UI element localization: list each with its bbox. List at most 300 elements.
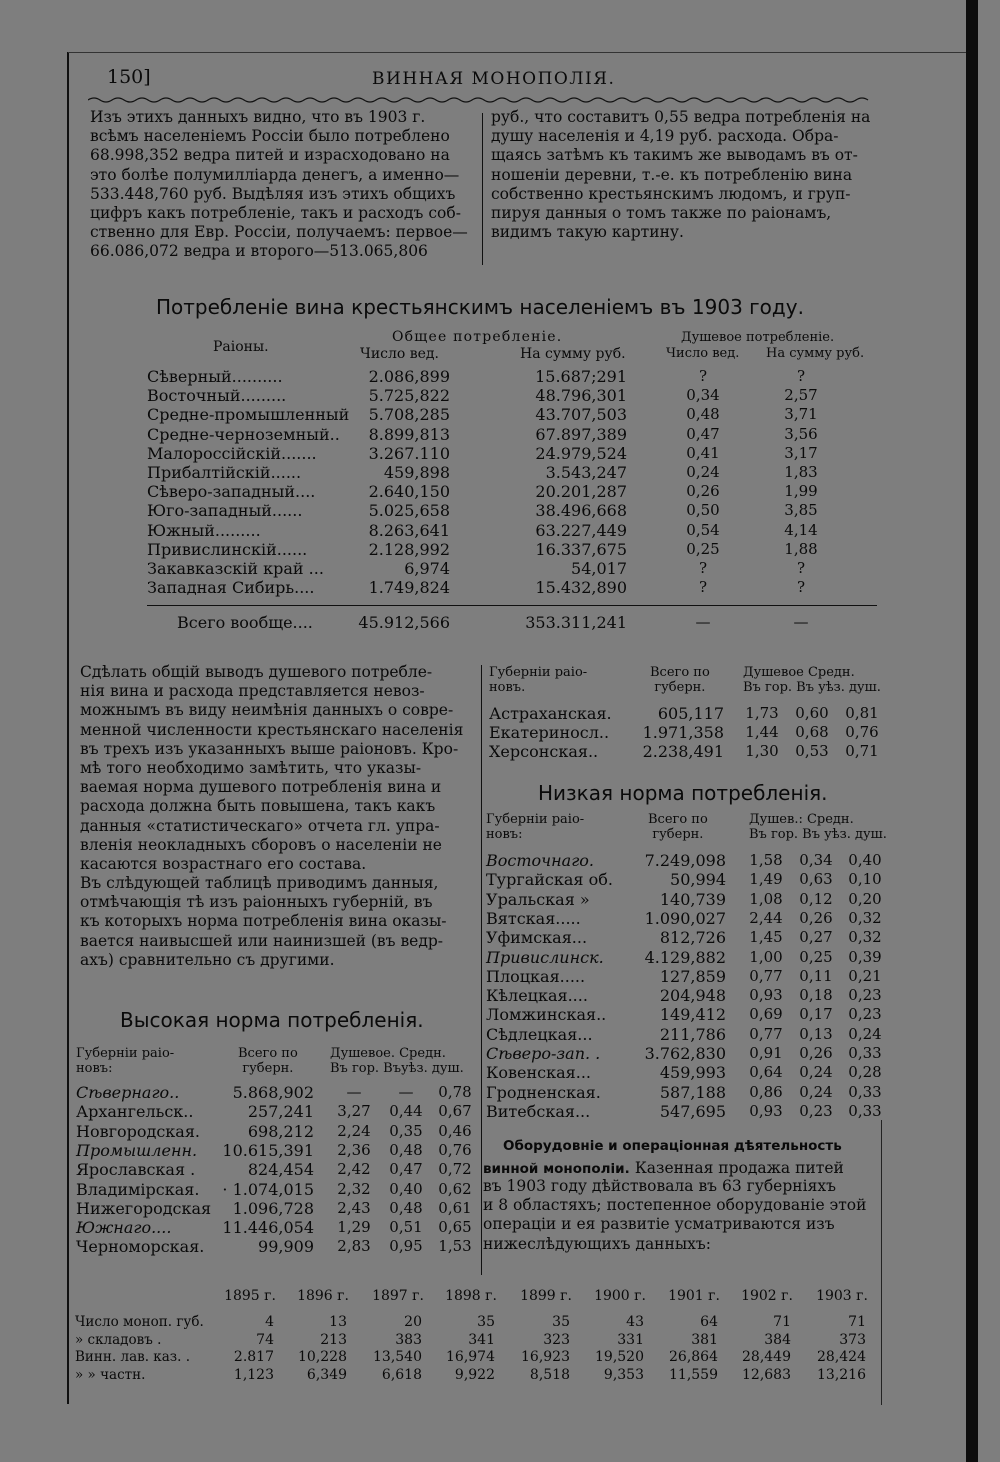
gubernia-name: Ковенская... bbox=[486, 1063, 592, 1083]
intro-right-line: видимъ такую картину. bbox=[491, 223, 684, 242]
right_top-header-total bbox=[650, 665, 710, 695]
low-header-name-line: новъ: bbox=[486, 827, 523, 842]
years-cell: 20 bbox=[404, 1314, 422, 1330]
pc-uezd: 0,26 bbox=[799, 1044, 833, 1062]
low-row bbox=[0, 890, 1000, 909]
total-vedra: 2.640,150 bbox=[368, 482, 450, 502]
gubernia-total: 1.090,027 bbox=[644, 908, 726, 928]
table1-row bbox=[0, 444, 1000, 463]
table1-row bbox=[0, 559, 1000, 578]
pc-uezd: 0,25 bbox=[799, 947, 833, 966]
total-rub: 63.227,449 bbox=[535, 520, 627, 540]
para2-line: нія вина и расхода представляется невоз- bbox=[80, 682, 425, 701]
pc-vedra: ? bbox=[698, 578, 708, 597]
equipment-line: въ 1903 году дѣйствовала въ 63 губерніяхъ bbox=[483, 1177, 836, 1195]
year-header: 1898 г. bbox=[445, 1288, 497, 1304]
years-cell: 26,864 bbox=[669, 1349, 718, 1365]
total-rub: 67.897,389 bbox=[535, 424, 627, 444]
gubernia-name: Южнаго.... bbox=[76, 1218, 172, 1238]
high-header-total-line: губерн. bbox=[242, 1061, 294, 1076]
right_top-header-name-line: Губерніи раіо- bbox=[489, 665, 588, 680]
region-name: Закавказскій край ... bbox=[147, 559, 324, 578]
pc-avg: 0,61 bbox=[438, 1198, 472, 1217]
gubernia-total: 50,994 bbox=[670, 870, 726, 890]
low-header-name-line: Губерніи раіо- bbox=[486, 812, 585, 827]
pc-avg: 0,23 bbox=[848, 1005, 882, 1024]
equipment-heading-2-bold: винной монополіи. bbox=[483, 1161, 630, 1177]
right_top-header-pc-line: Душевое Средн. bbox=[743, 665, 855, 680]
right_top-row bbox=[0, 704, 1000, 723]
pc-uezd: 0,60 bbox=[795, 704, 829, 722]
high-row bbox=[0, 1122, 1000, 1141]
page-number: 150] bbox=[107, 66, 151, 88]
years-cell: 16,974 bbox=[446, 1349, 495, 1365]
pc-vedra: 0,54 bbox=[686, 520, 720, 539]
pc-avg: 1,53 bbox=[438, 1237, 472, 1256]
table1-row bbox=[0, 367, 1000, 386]
pc-avg: 0,72 bbox=[438, 1160, 472, 1179]
years-cell: 323 bbox=[543, 1331, 570, 1348]
intro-left-line: 68.998,352 ведра питей и израсходовано на bbox=[90, 146, 450, 165]
table1-col-pc-rub: На сумму руб. bbox=[766, 346, 865, 361]
gubernia-total: 140,739 bbox=[659, 889, 726, 909]
total-vedra: 2.128,992 bbox=[368, 539, 450, 559]
pc-city: 1,58 bbox=[749, 851, 783, 869]
years-cell: 35 bbox=[477, 1314, 495, 1330]
pc-rub: 2,57 bbox=[784, 386, 818, 405]
total-vedra: 1.749,824 bbox=[368, 578, 450, 598]
gubernia-total: 257,241 bbox=[247, 1102, 314, 1122]
low-header-total-line: губерн. bbox=[652, 827, 704, 842]
pc-avg: 0,39 bbox=[848, 947, 882, 966]
table1-row bbox=[0, 463, 1000, 482]
years-cell: 12,683 bbox=[742, 1366, 791, 1383]
para2-line: къ которыхъ норма потребленія вина оказы- bbox=[80, 912, 447, 931]
years-cell: 341 bbox=[468, 1331, 495, 1348]
total-vedra: 8.899,813 bbox=[368, 424, 450, 444]
region-name: Западная Сибирь.... bbox=[147, 578, 315, 598]
gubernia-name: Владимірская. bbox=[76, 1179, 200, 1199]
para2-line: ваемая норма душевого потребленія вина и bbox=[80, 778, 442, 797]
region-name: Сѣверный.......... bbox=[147, 367, 283, 386]
pc-avg: 0,40 bbox=[848, 851, 882, 869]
intro-column-divider bbox=[482, 113, 483, 265]
low-title: Низкая норма потребленія. bbox=[538, 781, 828, 805]
low-row bbox=[0, 967, 1000, 986]
para2-line: можнымъ въ виду неимѣнія данныхъ о совре- bbox=[80, 701, 454, 720]
total-vedra: 459,898 bbox=[383, 463, 450, 482]
para2-line: данныя «статистическаго» отчета гл. упра- bbox=[80, 816, 440, 835]
pc-vedra: 0,26 bbox=[686, 482, 720, 501]
years-cell: 35 bbox=[552, 1314, 570, 1330]
right_top-row bbox=[0, 720, 1000, 743]
years-cell: 373 bbox=[839, 1331, 866, 1348]
years-cell: 6,349 bbox=[306, 1366, 347, 1383]
pc-avg: 0,32 bbox=[848, 928, 882, 947]
pc-rub: 3,71 bbox=[784, 405, 818, 424]
years-cell: 71 bbox=[848, 1314, 866, 1330]
pc-rub: ? bbox=[796, 559, 806, 577]
pc-uezd: 0,11 bbox=[799, 966, 833, 985]
pc-rub: 3,85 bbox=[784, 501, 818, 520]
pc-uezd: 0,27 bbox=[799, 928, 833, 947]
table1-row bbox=[0, 405, 1000, 424]
para2-line: Сдѣлать общій выводъ душевого потребле- bbox=[80, 663, 433, 681]
year-header: 1901 г. bbox=[668, 1288, 720, 1304]
total-vedra: 8.263,641 bbox=[368, 520, 450, 540]
years-cell: 381 bbox=[691, 1331, 718, 1348]
gubernia-total: 99,909 bbox=[258, 1237, 314, 1257]
para2-line: Въ слѣдующей таблицѣ приводимъ данныя, bbox=[80, 874, 439, 893]
pc-uezd: — bbox=[398, 1083, 414, 1101]
table1-col-region: Раіоны. bbox=[213, 339, 269, 355]
years-row-label: Винн. лав. каз. . bbox=[75, 1349, 191, 1365]
high-header-pc-line: Душевое. Средн. bbox=[330, 1046, 446, 1061]
gubernia-total: 2.238,491 bbox=[642, 742, 724, 762]
years-cell: 64 bbox=[700, 1314, 718, 1330]
year-header: 1897 г. bbox=[372, 1288, 424, 1304]
gubernia-name: Херсонская.. bbox=[489, 742, 599, 762]
gubernia-name: Витебская... bbox=[486, 1101, 591, 1121]
equipment-line: нижеслѣдующихъ данныхъ: bbox=[483, 1234, 712, 1253]
gubernia-name: Сѣверо-зап. . bbox=[486, 1044, 601, 1063]
region-name: Средне-промышленный bbox=[147, 405, 350, 425]
para2-line: менной численности крестьянскаго населенія bbox=[80, 720, 464, 739]
gubernia-name: Привислинск. bbox=[486, 947, 604, 967]
years-cell: 213 bbox=[320, 1331, 347, 1348]
para2-line: расхода должна быть повышена, такъ какъ bbox=[80, 797, 436, 816]
pc-city: 0,93 bbox=[749, 1101, 783, 1120]
pc-uezd: 0,24 bbox=[799, 1063, 833, 1082]
gubernia-total: 10.615,391 bbox=[222, 1140, 314, 1160]
pc-city: 0,86 bbox=[749, 1082, 783, 1101]
gubernia-name: Архангельск.. bbox=[76, 1102, 194, 1122]
table1-row bbox=[0, 540, 1000, 559]
gubernia-total: 587,188 bbox=[659, 1082, 726, 1102]
intro-left-line: цифръ какъ потребленіе, такъ и расходъ соб- bbox=[90, 203, 461, 222]
para2-line: мѣ того необходимо замѣтить, что указы- bbox=[80, 758, 422, 777]
total-vedra: 2.086,899 bbox=[368, 367, 450, 386]
table1-col-vedra: Число вед. bbox=[360, 346, 440, 362]
pc-uezd: 0,13 bbox=[799, 1024, 833, 1043]
years-cell: 383 bbox=[395, 1331, 422, 1348]
intro-left-line: 533.448,760 руб. Выдѣляя изъ этихъ общихъ bbox=[90, 184, 456, 203]
table1-row bbox=[0, 501, 1000, 520]
low-row bbox=[0, 1102, 1000, 1121]
years-cell: 28,424 bbox=[817, 1349, 866, 1365]
years-row-label: » складовъ . bbox=[75, 1331, 162, 1348]
year-header: 1902 г. bbox=[741, 1288, 793, 1304]
region-name: Юго-западный...... bbox=[147, 501, 303, 521]
gubernia-total: 812,726 bbox=[659, 928, 726, 948]
low-header-total-line: Всего по bbox=[648, 812, 708, 827]
total-name: Всего вообще.... bbox=[177, 613, 313, 632]
pc-city: 2,83 bbox=[337, 1237, 371, 1256]
intro-right-line: собственно крестьянскимъ людомъ, и груп- bbox=[491, 184, 851, 203]
gubernia-total: 605,117 bbox=[657, 704, 724, 723]
gubernia-name: Тургайская об. bbox=[486, 870, 613, 890]
pc-uezd: 0,95 bbox=[389, 1237, 423, 1256]
years-row-label: Число моноп. губ. bbox=[75, 1314, 204, 1330]
header-rule bbox=[88, 95, 882, 105]
years-cell: 43 bbox=[626, 1314, 644, 1330]
high-header-pc-line: Въ гор. Въуѣз. душ. bbox=[330, 1061, 464, 1076]
pc-avg: 0,24 bbox=[848, 1024, 882, 1043]
para2-line: вается наивысшей или наинизшей (въ ведр- bbox=[80, 931, 444, 950]
pc-vedra: 0,50 bbox=[686, 501, 720, 520]
pc-avg: 0,33 bbox=[848, 1044, 882, 1062]
total-vedra: 6,974 bbox=[404, 559, 450, 578]
gubernia-total: · 1.074,015 bbox=[222, 1179, 314, 1199]
low-row bbox=[0, 1063, 1000, 1082]
intro-right-line: щаясь затѣмъ къ такимъ же выводамъ въ от- bbox=[491, 146, 858, 165]
region-name: Средне-черноземный.. bbox=[147, 424, 340, 444]
pc-avg: 0,23 bbox=[848, 986, 882, 1005]
pc-avg: 0,78 bbox=[438, 1083, 472, 1101]
pc-uezd: 0,48 bbox=[389, 1198, 423, 1217]
intro-right bbox=[491, 108, 870, 242]
pc-uezd: 0,48 bbox=[389, 1140, 423, 1159]
table1-title: Потребленіе вина крестьянскимъ населеніемъ въ 1903 году. bbox=[156, 295, 804, 319]
pc-uezd: 0,44 bbox=[389, 1102, 423, 1121]
low-row bbox=[0, 928, 1000, 947]
total-rub: 15.687;291 bbox=[535, 367, 627, 386]
gubernia-name: Сѣдлецкая... bbox=[486, 1024, 593, 1044]
pc-avg: 0,33 bbox=[848, 1082, 882, 1101]
pc-rub: 3,56 bbox=[784, 424, 818, 443]
right_top-header-name bbox=[489, 665, 587, 695]
pc-uezd: 0,17 bbox=[799, 1005, 833, 1024]
low-header-total bbox=[648, 812, 708, 842]
para2-line: отмѣчающія тѣ изъ раіонныхъ губерній, въ bbox=[80, 893, 433, 912]
total-vedra: 3.267.110 bbox=[368, 443, 450, 463]
pc-uezd: 0,40 bbox=[389, 1179, 423, 1198]
years-cell: 384 bbox=[764, 1331, 791, 1348]
gubernia-total: 1.096,728 bbox=[232, 1198, 314, 1218]
equipment-heading-2 bbox=[483, 1158, 844, 1177]
total-rub: 16.337,675 bbox=[535, 539, 627, 559]
pc-vedra: 0,48 bbox=[686, 405, 720, 424]
low-row bbox=[0, 986, 1000, 1005]
pc-avg: 0,81 bbox=[845, 704, 879, 722]
pc-uezd: 0,63 bbox=[799, 870, 833, 889]
pc-uezd: 0,12 bbox=[799, 889, 833, 908]
gubernia-total: 547,695 bbox=[659, 1101, 726, 1121]
para2-line: въ трехъ изъ указанныхъ выше раіоновъ. Кро- bbox=[80, 739, 459, 758]
pc-avg: 0,20 bbox=[848, 889, 882, 908]
pc-uezd: 0,18 bbox=[799, 986, 833, 1005]
pc-uezd: 0,51 bbox=[389, 1218, 423, 1237]
pc-city: 2,24 bbox=[337, 1121, 371, 1140]
gubernia-name: Черноморская. bbox=[76, 1237, 205, 1257]
intro-right-line: пируя данныя о томъ также по раіонамъ, bbox=[491, 203, 832, 222]
pc-city: 0,69 bbox=[749, 1005, 783, 1024]
years-cell: 2.817 bbox=[233, 1349, 274, 1365]
para2-line: ахъ) сравнительно съ другими. bbox=[80, 950, 335, 969]
pc-city: 0,77 bbox=[749, 966, 783, 985]
pc-rub: 1,99 bbox=[784, 482, 818, 501]
pc-vedra: 0,47 bbox=[686, 424, 720, 443]
pc-uezd: 0,53 bbox=[795, 742, 829, 761]
high-header-name-line: новъ: bbox=[76, 1061, 113, 1076]
intro-left-line: ственно для Евр. Россіи, получаемъ: первое— bbox=[90, 223, 468, 242]
equipment-heading: Оборудовніе и операціонная дѣятельность bbox=[503, 1138, 842, 1154]
pc-city: 0,77 bbox=[749, 1024, 783, 1043]
pc-vedra: 0,34 bbox=[686, 386, 720, 405]
gubernia-name: Уфимская... bbox=[486, 928, 588, 948]
pc-rub: ? bbox=[796, 367, 806, 385]
region-name: Привислинскій...... bbox=[147, 539, 308, 559]
total-rub: 43.707,503 bbox=[535, 405, 627, 425]
pc-city: 1,08 bbox=[749, 889, 783, 908]
pc-avg: 0,33 bbox=[848, 1101, 882, 1120]
intro-left-line: это болѣе полумилліарда денегъ, а именно— bbox=[90, 165, 460, 184]
running-title: ВИННАЯ МОНОПОЛІЯ. bbox=[372, 69, 616, 89]
pc-uezd: 0,68 bbox=[795, 723, 829, 742]
years-cell: 8,518 bbox=[529, 1366, 570, 1383]
pc-city: 0,91 bbox=[749, 1044, 783, 1062]
pc-city: 3,27 bbox=[337, 1102, 371, 1121]
pc-uezd: 0,47 bbox=[389, 1160, 423, 1179]
pc-city: 1,29 bbox=[337, 1218, 371, 1237]
total-rub: 20.201,287 bbox=[535, 482, 627, 502]
pc-city: 1,49 bbox=[749, 870, 783, 889]
low-header-pc-line: Въ гор. Въ уѣз. душ. bbox=[749, 827, 887, 842]
table1-total bbox=[0, 613, 1000, 632]
low-row bbox=[0, 1025, 1000, 1044]
high-title: Высокая норма потребленія. bbox=[120, 1008, 424, 1032]
right_top-header-name-line: новъ. bbox=[489, 680, 526, 695]
pc-city: 1,30 bbox=[745, 742, 779, 761]
gubernia-total: 7.249,098 bbox=[644, 851, 726, 870]
region-name: Сѣверо-западный.... bbox=[147, 482, 316, 502]
total-vedra: 5.708,285 bbox=[368, 405, 450, 425]
years-cell: 10,228 bbox=[298, 1349, 347, 1365]
pc-city: — bbox=[346, 1083, 362, 1101]
low-row bbox=[0, 948, 1000, 967]
years-cell: 71 bbox=[773, 1314, 791, 1330]
total-pc-vedra: — bbox=[695, 613, 711, 631]
year-header: 1899 г. bbox=[520, 1288, 572, 1304]
year-header: 1903 г. bbox=[816, 1288, 868, 1304]
total-rub: 3.543,247 bbox=[545, 463, 627, 482]
pc-avg: 0,76 bbox=[438, 1140, 472, 1159]
gubernia-name: Ломжинская.. bbox=[486, 1005, 607, 1025]
pc-city: 1,45 bbox=[749, 928, 783, 947]
total-vedra: 45.912,566 bbox=[358, 613, 450, 632]
gubernia-name: Промышленн. bbox=[76, 1140, 198, 1160]
pc-city: 1,73 bbox=[745, 704, 779, 722]
years-cell: 1,123 bbox=[233, 1366, 274, 1383]
intro-left-line: 66.086,072 ведра и второго—513.065,806 bbox=[90, 242, 428, 261]
years-cell: 74 bbox=[256, 1331, 274, 1348]
low-row bbox=[0, 1005, 1000, 1024]
low-row bbox=[0, 1044, 1000, 1063]
pc-uezd: 0,35 bbox=[389, 1121, 423, 1140]
gubernia-name: Кѣлецкая.... bbox=[486, 986, 588, 1006]
table1-row bbox=[0, 521, 1000, 540]
gubernia-name: Астраханская. bbox=[489, 704, 612, 723]
pc-city: 2,36 bbox=[337, 1140, 371, 1159]
pc-avg: 0,62 bbox=[438, 1179, 472, 1198]
pc-vedra: 0,41 bbox=[686, 443, 720, 462]
low-header-pc bbox=[749, 812, 887, 842]
years-cell: 28,449 bbox=[742, 1349, 791, 1365]
pc-avg: 0,65 bbox=[438, 1218, 472, 1237]
pc-city: 0,93 bbox=[749, 986, 783, 1005]
years-row-label: » » частн. bbox=[75, 1366, 146, 1383]
pc-city: 2,43 bbox=[337, 1198, 371, 1217]
gubernia-name: Плоцкая..... bbox=[486, 966, 586, 986]
pc-rub: 3,17 bbox=[784, 443, 818, 462]
pc-city: 2,32 bbox=[337, 1179, 371, 1198]
intro-right-line: душу населенія и 4,19 руб. расхода. Обра- bbox=[491, 127, 839, 146]
low-row bbox=[0, 870, 1000, 889]
table1-group-total: Общее потребленіе. bbox=[392, 329, 563, 345]
year-header: 1896 г. bbox=[297, 1288, 349, 1304]
right_top-header-pc-line: Въ гор. Въ уѣз. душ. bbox=[743, 680, 881, 695]
years-cell: 11,559 bbox=[669, 1366, 718, 1383]
gubernia-name: Ярославская . bbox=[76, 1160, 196, 1180]
pc-avg: 0,10 bbox=[848, 870, 882, 889]
total-rub: 54,017 bbox=[571, 559, 627, 578]
pc-uezd: 0,24 bbox=[799, 1082, 833, 1101]
years-cell: 9,353 bbox=[603, 1366, 644, 1383]
table1-row bbox=[0, 482, 1000, 501]
intro-left-line: Изъ этихъ данныхъ видно, что въ 1903 г. bbox=[90, 108, 426, 126]
total-rub: 24.979,524 bbox=[535, 443, 627, 463]
right_top-header-total-line: Всего по bbox=[650, 665, 710, 680]
gubernia-name: Гродненская. bbox=[486, 1082, 601, 1102]
year-header: 1900 г. bbox=[594, 1288, 646, 1304]
low-row bbox=[0, 909, 1000, 928]
table1-row bbox=[0, 425, 1000, 444]
right_top-row bbox=[0, 739, 1000, 762]
pc-city: 1,44 bbox=[745, 723, 779, 742]
high-header-total-line: Всего по bbox=[238, 1046, 298, 1061]
pc-vedra: ? bbox=[698, 367, 708, 385]
equipment-text bbox=[483, 1177, 866, 1254]
year-header: 1895 г. bbox=[224, 1288, 276, 1304]
gubernia-total: 5.868,902 bbox=[232, 1083, 314, 1102]
gubernia-name: Восточнаго. bbox=[486, 851, 594, 870]
equipment-line: и 8 областяхъ; постепенное оборудованіе этой bbox=[483, 1196, 867, 1215]
total-rub: 15.432,890 bbox=[535, 578, 627, 598]
pc-avg: 0,71 bbox=[845, 742, 879, 761]
right_top-header-total-line: губерн. bbox=[654, 680, 706, 695]
pc-avg: 0,67 bbox=[438, 1102, 472, 1121]
total-vedra: 5.025,658 bbox=[368, 501, 450, 521]
pc-vedra: 0,24 bbox=[686, 463, 720, 481]
gubernia-total: 1.971,358 bbox=[642, 723, 724, 743]
pc-avg: 0,46 bbox=[438, 1121, 472, 1140]
intro-right-line: ношеніи деревни, т.-е. къ потребленію вина bbox=[491, 165, 853, 184]
region-name: Южный......... bbox=[147, 520, 261, 540]
region-name: Прибалтійскій...... bbox=[147, 463, 302, 482]
gubernia-name: Нижегородская bbox=[76, 1198, 212, 1218]
high-header-name-line: Губерніи раіо- bbox=[76, 1046, 175, 1061]
intro-left bbox=[90, 108, 468, 262]
pc-rub: 1,83 bbox=[784, 463, 818, 481]
gubernia-total: 459,993 bbox=[659, 1063, 726, 1083]
total-rub: 48.796,301 bbox=[535, 386, 627, 406]
years-cell: 6,618 bbox=[381, 1366, 422, 1383]
intro-right-line: руб., что составитъ 0,55 ведра потребленія на bbox=[491, 108, 871, 126]
years-cell: 19,520 bbox=[595, 1349, 644, 1365]
gubernia-total: 204,948 bbox=[659, 986, 726, 1006]
table1-col-pc-vedra: Число вед. bbox=[666, 346, 740, 361]
equipment-heading-2-rest: Казенная продажа питей bbox=[634, 1159, 844, 1177]
